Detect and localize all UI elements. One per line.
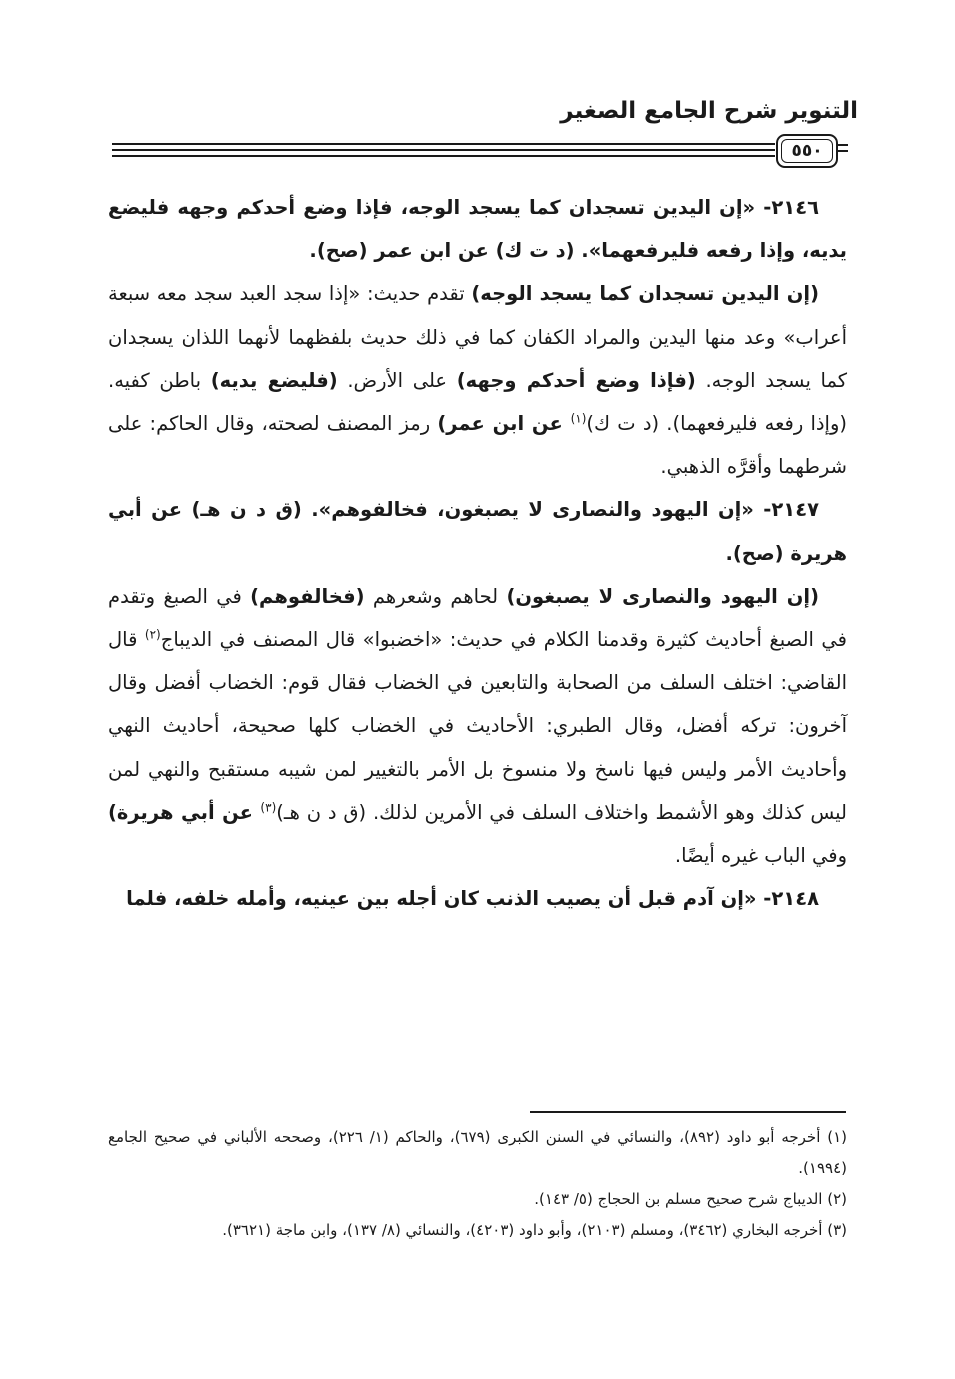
- footnote-2: (٢) الديباج شرح صحيح مسلم بن الحجاج (٥/ ١٤٣).: [534, 1190, 847, 1208]
- commentary-quote: (إن اليهود والنصارى لا يصبغون): [506, 584, 819, 608]
- hadith-2148: [108, 877, 847, 920]
- commentary-quote: (فخالفوهم): [250, 584, 365, 608]
- footnote-ref-1[interactable]: (١): [570, 411, 587, 426]
- footnote-ref-2[interactable]: (٢): [144, 627, 161, 642]
- commentary-quote: عن أبي هريرة): [108, 800, 261, 824]
- main-text: [108, 186, 847, 920]
- hadith-number: ٢١٤٨-: [763, 887, 819, 911]
- hadith-number: ٢١٤٦-: [763, 196, 819, 219]
- commentary-text: تقدم حديث: «إذا سجد العبد سجد معه سبعة أعراب» وعد منها اليدين والمراد الكفان كما في ذلك حديث بلفظهما لأنهما اللذان يسجدان كما يسجد الوجه.: [108, 282, 848, 392]
- commentary-2147: [108, 575, 847, 877]
- commentary-2146: [108, 272, 847, 488]
- commentary-text: على الأرض.: [337, 368, 457, 392]
- commentary-text: في الصبغ وتقدم في الصبغ أحاديث كثيرة وقدمنا الكلام في حديث: «اخضبوا» قال المصنف في الديباج: [108, 584, 847, 652]
- hadith-2146: [108, 186, 847, 272]
- commentary-text: لحاهم وشعرهم: [364, 584, 507, 608]
- hadith-text: «إن اليهود والنصارى لا يصبغون، فخالفوهم». (ق د ن هـ) عن أبي هريرة (صح).: [108, 498, 847, 565]
- footnote-3: (٣) أخرجه البخاري (٣٤٦٢)، ومسلم (٢١٠٣)، وأبو داود (٤٢٠٣)، والنسائي (٨/ ١٣٧)، وابن ماجة (٣٦٢١).: [222, 1221, 847, 1239]
- commentary-quote: عن ابن عمر): [437, 412, 571, 436]
- commentary-text: قال القاضي: اختلف السلف من الصحابة والتابعين في الخضاب فقال قوم: الخضاب أفضل وقال آخرون: تركه أفضل، وقال الطبري: الأحاديث في الخضاب كلها صحيحة، أحاديث النهي وأحاديث الأمر وليس فيها ناسخ ولا منسوخ بل الأمر بالتغيير لمن شيبه مستقبح والنهي لمن ليس كذلك وهو الأشمط واختلاف السلف في الأمرين لذلك. (ق د ن هـ): [108, 628, 848, 824]
- commentary-quote: (إن اليدين تسجدان كما يسجد الوجه): [471, 282, 819, 306]
- footnote-1: (١) أخرجه أبو داود (٨٩٢)، والنسائي في السنن الكبرى (٦٧٩)، والحاكم (١/ ٢٢٦)، وصححه الألباني في صحيح الجامع (١٩٩٤).: [108, 1128, 847, 1177]
- page-number-text: ٥٥٠: [791, 141, 823, 161]
- hadith-number: ٢١٤٧-: [763, 498, 819, 522]
- commentary-text: وفي الباب غيره أيضًا.: [674, 844, 847, 868]
- hadith-text: «إن اليدين تسجدان كما يسجد الوجه، فإذا وضع أحدكم وجهه فليضع يديه، وإذا رفعه فليرفعهما». (د ت ك) عن ابن عمر (صح).: [108, 196, 847, 263]
- hadith-2147: [108, 488, 847, 574]
- commentary-text: رمز المصنف لصحته، وقال الحاكم: على شرطهما وأقرَّه الذهبي.: [108, 412, 847, 479]
- header-rule: [112, 143, 775, 157]
- commentary-text: باطن كفيه. (وإذا رفعه فليرفعهما). (د ت ك): [108, 368, 847, 436]
- hadith-text: «إن آدم قبل أن يصيب الذنب كان أجله بين عينيه، وأمله خلفه، فلما: [126, 887, 757, 911]
- footnotes: [108, 1122, 847, 1246]
- commentary-quote: (فليضع يديه): [210, 368, 338, 392]
- running-title: التنوير شرح الجامع الصغير: [560, 98, 858, 124]
- footnote-separator: [530, 1111, 846, 1113]
- footnote-ref-3[interactable]: (٣): [260, 800, 277, 815]
- commentary-quote: (فإذا وضع أحدكم وجهه): [456, 368, 696, 392]
- header-rule-tail: [838, 140, 848, 154]
- page-number: [776, 134, 838, 168]
